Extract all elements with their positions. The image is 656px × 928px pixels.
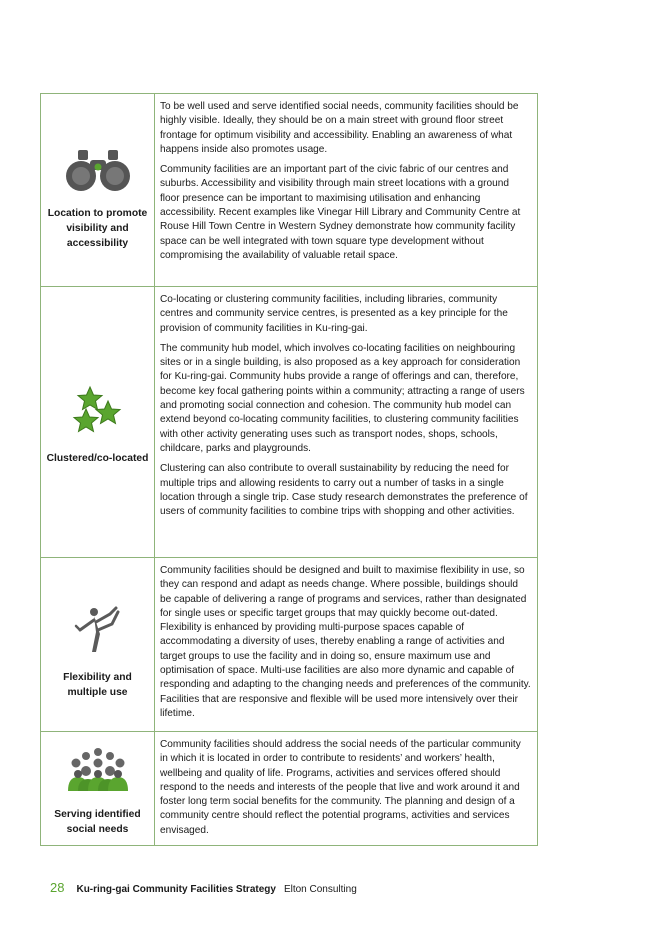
row-label: Location to promote visibility and accessibility	[47, 207, 148, 249]
paragraph: To be well used and serve identified social needs, community facilities should be highly visible. Ideally, they should be on a main street with ground floor street frontage for optimum visibility and accessibility. Enabling an awareness of what happens inside also promotes usage.	[160, 101, 519, 155]
paragraph: Community facilities should address the social needs of the particular community in which it is located in order to contribute to residents’ and workers’ health, wellbeing and quality of life. Programs, activities and services offered should respond to the needs and interests of the people that live and work around it and foster long term social benefits for the community. The planning and design of a community centre should reflect the potential programs, activities and services envisaged.	[160, 739, 521, 836]
label-cell	[41, 94, 155, 286]
description-cell	[155, 732, 537, 845]
row-label: Serving identified social needs	[54, 808, 141, 835]
table-row	[41, 287, 537, 558]
paragraph: Community facilities are an important part of the civic fabric of our centres and suburbs. Accessibility and visibility through main street locations with a ground floor presence can be important to maximising utilisation and enhancing accessibility. Recent examples like Vinegar Hill Library and Community Centre at Rouse Hill Town Centre in Western Sydney demonstrate how community facility space can be well integrated with town square type development without compromising the availability of valuable retail space.	[160, 164, 521, 261]
stars-icon	[72, 385, 124, 437]
label-cell	[41, 287, 155, 557]
table-row	[41, 94, 537, 287]
document-title: Ku-ring-gai Community Facilities Strategy	[76, 884, 276, 895]
yoga-figure-icon	[72, 604, 124, 656]
label-cell	[41, 558, 155, 731]
binoculars-icon	[64, 148, 132, 192]
page-number: 28	[50, 880, 65, 895]
row-label: Clustered/co-located	[46, 452, 149, 464]
paragraph: Co-locating or clustering community facilities, including libraries, community centres and community service centres, is presented as a key principle for the provision of community facilities in Ku-ring-gai.	[160, 294, 508, 334]
label-cell	[41, 732, 155, 845]
paragraph: Community facilities should be designed and built to maximise flexibility in use, so they can respond and adapt as needs change. Where possible, buildings should be capable of delivering a range of programs and services, rather than designated for single uses or specific target groups that may quickly become out-dated. Flexibility is enhanced by providing multi-purpose spaces capable of accommodating a diversity of uses, thereby enabling a range of activities and target groups to use the facility and in doing so, ensure maximum use and optimisation of space. Multi-use facilities are also more dynamic and capable of responding and adapting to the changing needs and preferences of the community. Facilities that are responsive and flexible will be used more intensively over their lifetime.	[160, 565, 531, 719]
principles-table	[40, 93, 538, 846]
description-cell	[155, 94, 537, 286]
author-name: Elton Consulting	[283, 884, 357, 895]
paragraph: Clustering can also contribute to overall sustainability by reducing the need for multiple trips and allowing residents to carry out a number of tasks in a single location through a single trip. Case study research demonstrates the preference of users of community facilities to combine trips with shopping and other activities.	[160, 463, 528, 518]
description-cell	[155, 558, 537, 731]
paragraph: The community hub model, which involves co-locating facilities on neighbouring sites or in a single building, is also proposed as a key approach for consideration for Ku-ring-gai. Community hubs provide a range of offerings and can, therefore, become key focal gathering points within a community; attracting a range of users and promoting social connection and cohesion. The community hub model can extend beyond co-locating community facilities, to clustering community facilities with other activity generating uses such as transport nodes, shops, schools, childcare, parks and playgrounds.	[160, 342, 525, 454]
table-row	[41, 558, 537, 732]
description-cell	[155, 287, 537, 557]
table-row	[41, 732, 537, 845]
page-footer	[50, 880, 357, 895]
people-group-icon	[66, 747, 130, 793]
row-label: Flexibility and multiple use	[63, 671, 132, 698]
